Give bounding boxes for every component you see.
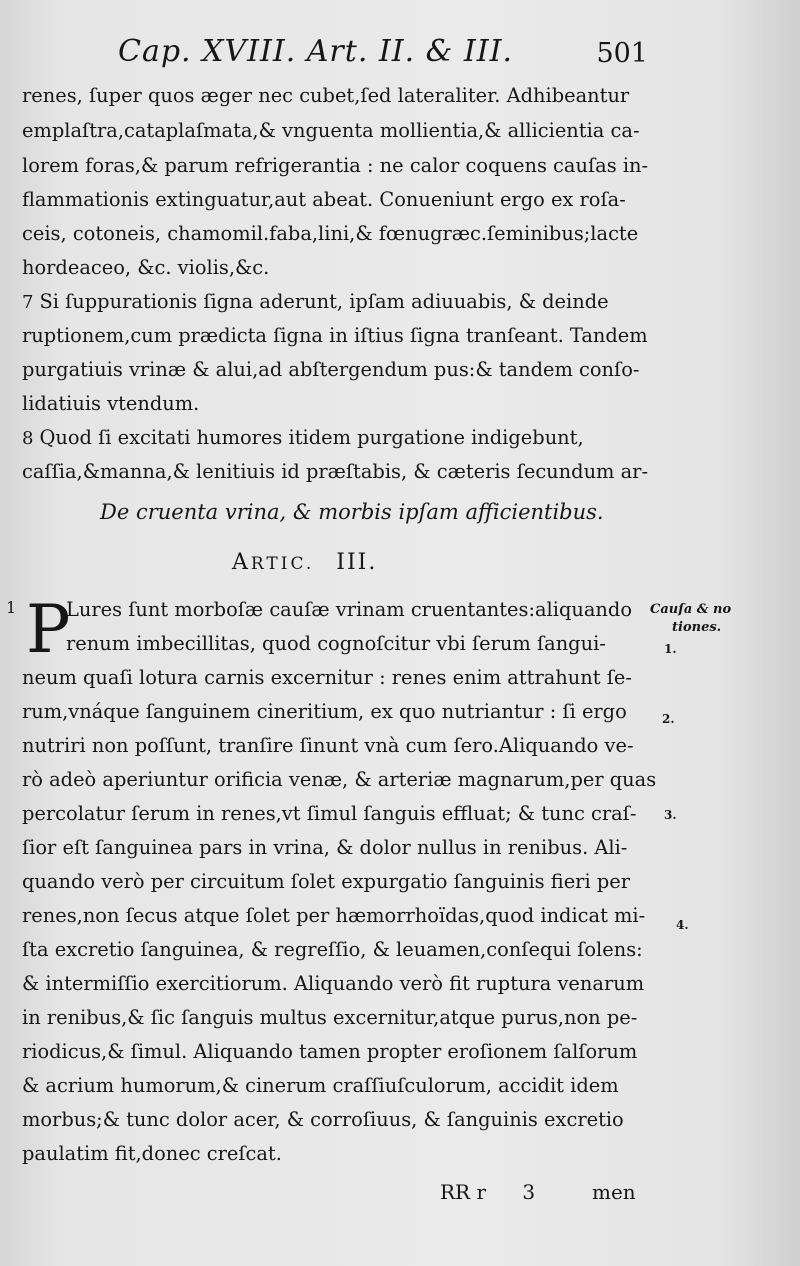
text-line: & intermiſſio exercitiorum. Aliquando verò fit ruptura venarum	[22, 972, 645, 995]
text-line: quando verò per circuitum ſolet expurgatio ſanguinis fieri per	[22, 870, 630, 893]
margin-note-causae: Cauſa & no	[650, 602, 732, 617]
text-line: lorem foras,& parum refrigerantia : ne calor coquens cauſas in-	[22, 154, 649, 177]
text-line: neum quaſi lotura carnis excernitur : renes enim attrahunt ſe-	[22, 666, 632, 689]
page-header	[118, 34, 648, 74]
signature-letters: RR r	[440, 1180, 487, 1204]
text-line: ſta excretio ſanguinea, & regreſſio, & leuamen,conſequi ſolens:	[22, 938, 643, 961]
paragraph-number: 1	[6, 598, 17, 617]
signature-number: 3	[522, 1180, 536, 1204]
running-head: Cap. XVIII. Art. II. & III.	[118, 34, 513, 69]
text-line: Si ſuppurationis ſigna aderunt, ipſam adiuuabis, & deinde	[39, 290, 609, 313]
margin-number: 1.	[664, 642, 677, 656]
text-line: Lures ſunt morboſæ cauſæ vrinam cruentantes:aliquando	[66, 598, 632, 621]
text-line: nutriri non poſſunt, tranſire ſinunt vnà cum ſero.Aliquando ve-	[22, 734, 634, 757]
signature-mark	[440, 1180, 535, 1204]
text-line: & acrium humorum,& cinerum craſſiuſculorum, accidit idem	[22, 1074, 619, 1097]
text-line: renes, ſuper quos æger nec cubet,ſed lateraliter. Adhibeantur	[22, 84, 630, 107]
text-line: ceis, cotoneis, chamomil.faba,lini,& fœnugræc.ſeminibus;lacte	[22, 222, 639, 245]
text-line: flammationis extinguatur,aut abeat. Conueniunt ergo ex roſa-	[22, 188, 626, 211]
margin-number: 2.	[662, 712, 675, 726]
text-line: ſior eſt ſanguinea pars in vrina, & dolor nullus in renibus. Ali-	[22, 836, 628, 859]
text-line: morbus;& tunc dolor acer, & corroſiuus, & ſanguinis excretio	[22, 1108, 624, 1131]
text-line: lidatiuis vtendum.	[22, 392, 200, 415]
text-line: ruptionem,cum prædicta ſigna in iſtius ſigna tranſeant. Tandem	[22, 324, 648, 347]
paragraph-number: 8	[22, 428, 34, 449]
text-line: riodicus,& ſimul. Aliquando tamen propter eroſionem ſalſorum	[22, 1040, 638, 1063]
text-line: rum,vnáque ſanguinem cineritium, ex quo nutriantur : ſi ergo	[22, 700, 627, 723]
page-number: 501	[596, 38, 648, 69]
article-label: RTIC.	[250, 554, 315, 574]
text-line: purgatiuis vrinæ & alui,ad abſtergendum pus:& tandem conſo-	[22, 358, 640, 381]
section-title: De cruenta vrina, & morbis ipſam afficientibus.	[100, 500, 604, 524]
text-line: renes,non ſecus atque ſolet per hæmorrhoïdas,quod indicat mi-	[22, 904, 646, 927]
article-heading	[232, 550, 377, 575]
text-line: in renibus,& ſic ſanguis multus excernitur,atque purus,non pe-	[22, 1006, 638, 1029]
drop-cap: P	[26, 591, 71, 668]
article-label-initial: A	[232, 550, 251, 575]
catchword: men	[592, 1180, 636, 1204]
text-line: renum imbecillitas, quod cognoſcitur vbi ſerum ſangui-	[66, 632, 606, 655]
text-line: percolatur ſerum in renes,vt ſimul ſanguis effluat; & tunc craſ-	[22, 802, 637, 825]
text-line: emplaſtra,cataplaſmata,& vnguenta mollientia,& allicientia ca-	[22, 119, 640, 142]
margin-note-causae-cont: tiones.	[672, 620, 722, 635]
margin-number: 4.	[676, 918, 689, 932]
margin-number: 3.	[664, 808, 677, 822]
text-line: caſſia,&manna,& lenitiuis id præſtabis, & cæteris ſecundum ar-	[22, 460, 648, 483]
paragraph-number: 7	[22, 292, 34, 313]
article-number: III.	[336, 550, 378, 575]
text-line: rò adeò aperiuntur orificia venæ, & arteriæ magnarum,per quas	[22, 768, 657, 791]
paragraph-7-first-line	[22, 292, 609, 312]
text-line: paulatim fit,donec creſcat.	[22, 1142, 282, 1165]
text-line: Quod ſi excitati humores itidem purgatione indigebunt,	[39, 426, 584, 449]
paragraph-8-first-line	[22, 428, 584, 448]
text-line: hordeaceo, &c. violis,&c.	[22, 256, 270, 279]
